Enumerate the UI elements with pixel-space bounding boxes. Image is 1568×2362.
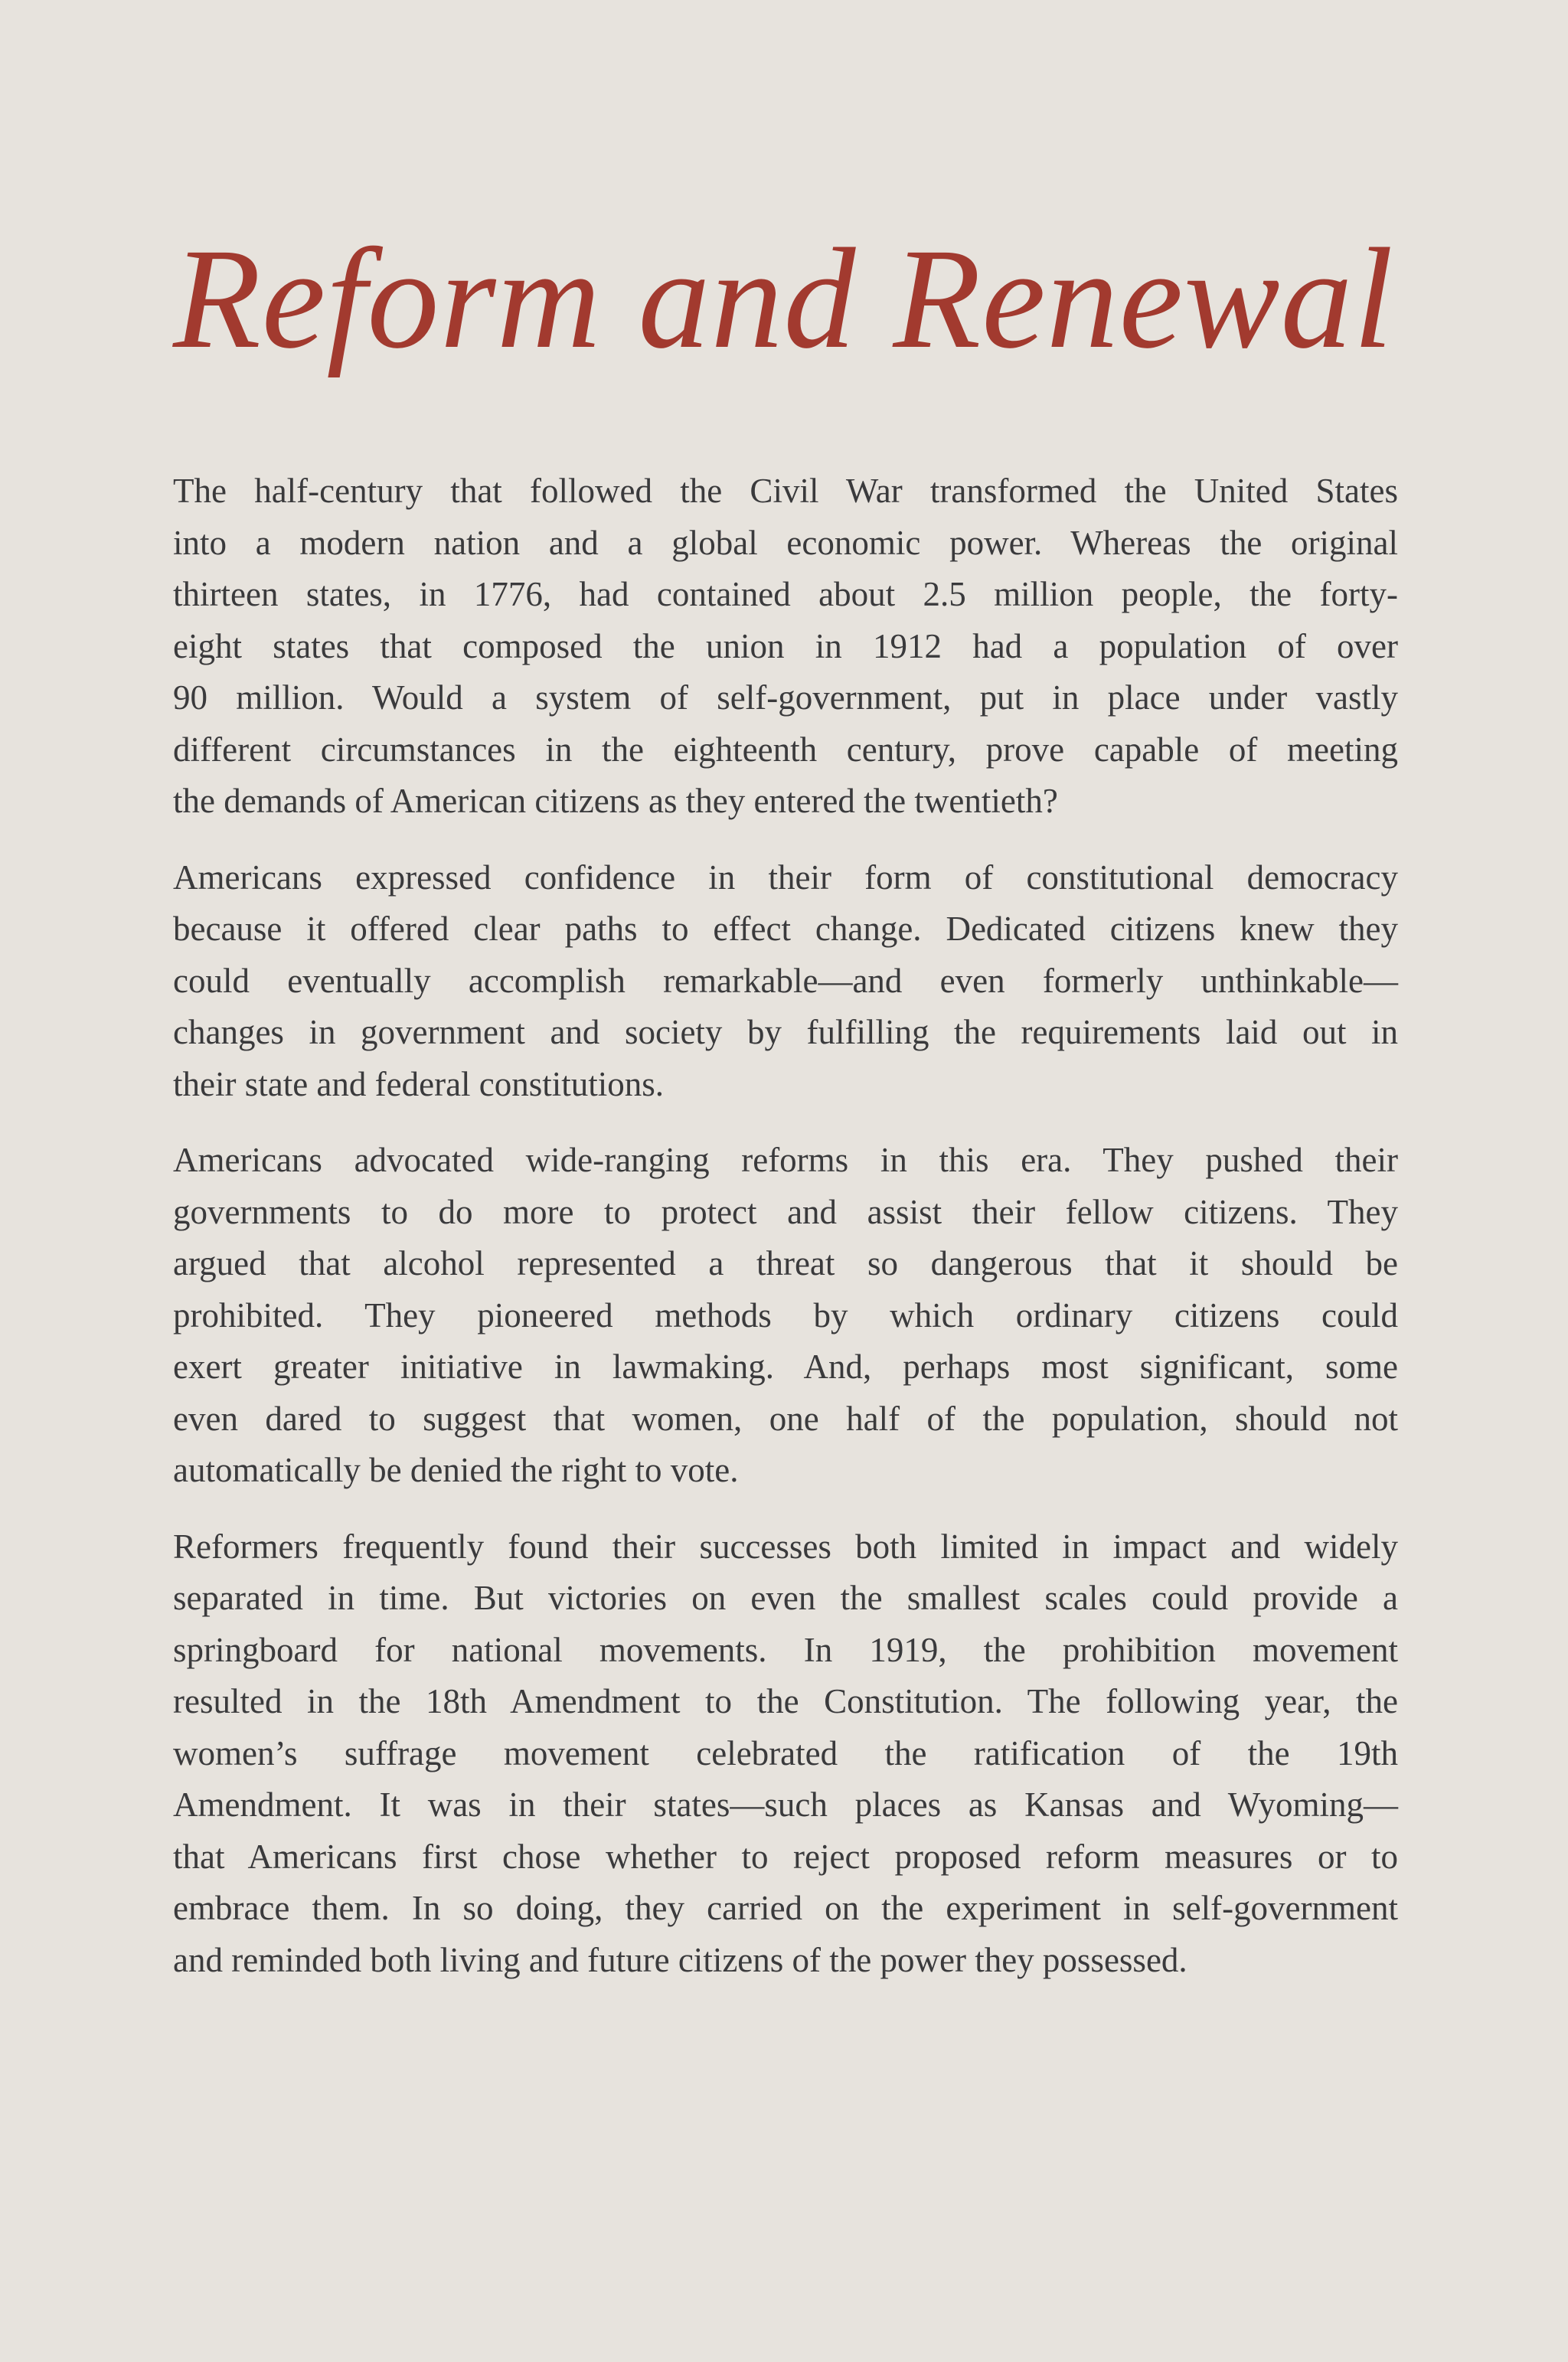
text-line: governments to do more to protect and assist their fellow citizens. They [173, 1192, 1398, 1231]
paragraph-2 [173, 852, 1398, 1111]
text-line: into a modern nation and a global economic power. Whereas the original [173, 523, 1398, 562]
text-line: separated in time. But victories on even the smallest scales could provide a [173, 1579, 1398, 1617]
text-line: because it offered clear paths to effect change. Dedicated citizens knew they [173, 910, 1398, 948]
paragraph-3 [173, 1135, 1398, 1497]
text-line: the demands of American citizens as they entered the twentieth? [173, 782, 1058, 820]
body-text [173, 466, 1398, 2011]
text-line: 90 million. Would a system of self-government, put in place under vastly [173, 678, 1398, 717]
text-line: their state and federal constitutions. [173, 1064, 665, 1103]
text-line: Amendment. It was in their states—such places as Kansas and Wyoming— [173, 1785, 1398, 1824]
text-line: thirteen states, in 1776, had contained about 2.5 million people, the forty- [173, 575, 1398, 613]
text-line: different circumstances in the eighteenth century, prove capable of meeting [173, 730, 1398, 769]
text-line: prohibited. They pioneered methods by which ordinary citizens could [173, 1295, 1398, 1335]
text-line: eight states that composed the union in 1912 had a population of over [173, 626, 1398, 665]
text-line: resulted in the 18th Amendment to the Constitution. The following year, the [173, 1682, 1398, 1720]
text-line: The half-century that followed the Civil War transformed the United States [173, 472, 1398, 510]
paragraph-1 [173, 466, 1398, 828]
text-line: women’s suffrage movement celebrated the ratification of the 19th [173, 1733, 1398, 1772]
text-line: automatically be denied the right to vote. [173, 1451, 739, 1489]
paragraph-4 [173, 1521, 1398, 1987]
text-line: Americans expressed confidence in their form of constitutional democracy [173, 858, 1398, 897]
text-line: springboard for national movements. In 1919, the prohibition movement [173, 1630, 1398, 1669]
text-line: even dared to suggest that women, one half of the population, should not [173, 1399, 1398, 1438]
text-line: Reformers frequently found their successes both limited in impact and widely [173, 1527, 1398, 1566]
page-title: Reform and Renewal [173, 218, 1394, 378]
text-line: that Americans first chose whether to reject proposed reform measures or to [173, 1837, 1398, 1876]
text-line: could eventually accomplish remarkable—and even formerly unthinkable— [173, 961, 1398, 1000]
text-line: exert greater initiative in lawmaking. And, perhaps most significant, some [173, 1348, 1398, 1386]
text-line: embrace them. In so doing, they carried on the experiment in self-government [173, 1889, 1398, 1927]
text-line: changes in government and society by fulfilling the requirements laid out in [173, 1013, 1398, 1051]
text-line: and reminded both living and future citizens of the power they possessed. [173, 1940, 1187, 1979]
text-line: Americans advocated wide-ranging reforms in this era. They pushed their [173, 1141, 1398, 1179]
text-line: argued that alcohol represented a threat so dangerous that it should be [173, 1244, 1398, 1282]
